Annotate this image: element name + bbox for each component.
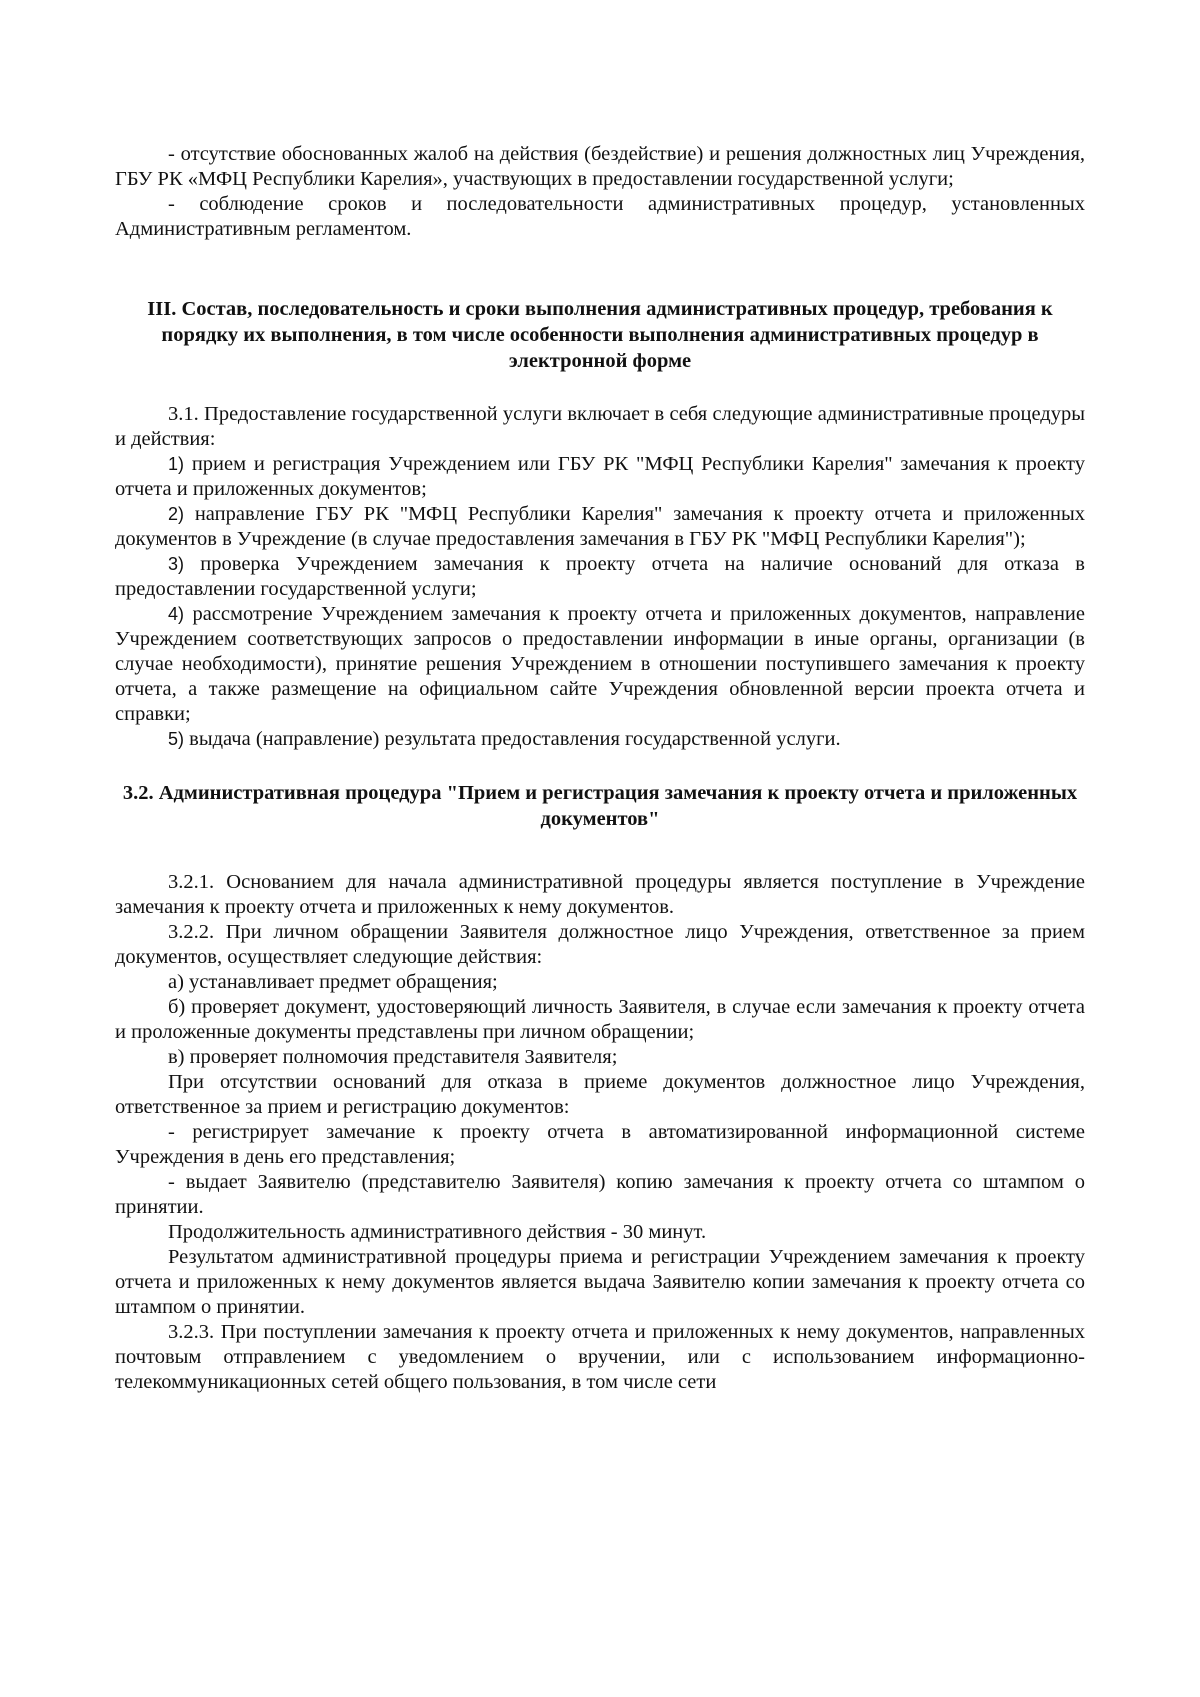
paragraph-result: Результатом административной процедуры приема и регистрации Учреждением замечания к проекту отчета и приложенных к нему документов является выдача Заявителю копии замечания к проекту отчета со штампом о принятии. [115, 1246, 1085, 1318]
list-item-3 [115, 552, 1085, 602]
document-page [115, 142, 1085, 1395]
list-item-text: рассмотрение Учреждением замечания к проекту отчета и приложенных документов, направление Учреждением соответствующих запросов о предоставлении информации в иные органы, организации (в случае необходимости), принятие решения Учреждением в отношении поступившего замечания к проекту отчета, а также размещение на официальном сайте Учреждения обновленной версии проекта отчета и справки; [115, 603, 1085, 725]
paragraph-registers: - регистрирует замечание к проекту отчета в автоматизированной информационной системе Учреждения в день его представления; [115, 1121, 1085, 1168]
list-item-number: 1) [168, 454, 185, 474]
list-item-text: направление ГБУ РК "МФЦ Республики Карелия" замечания к проекту отчета и приложенных документов в Учреждение (в случае предоставления замечания в ГБУ РК "МФЦ Республики Карелия"); [115, 503, 1085, 550]
list-item-number: 3) [168, 554, 185, 574]
list-item-text: выдача (направление) результата предоставления государственной услуги. [184, 728, 841, 750]
intro-paragraph-1: - отсутствие обоснованных жалоб на действия (бездействие) и решения должностных лиц Учреждения, ГБУ РК «МФЦ Республики Карелия», участвующих в предоставлении государственной услуги; [115, 143, 1085, 190]
paragraph-no-grounds: При отсутствии оснований для отказа в приеме документов должностное лицо Учреждения, ответственное за прием и регистрацию документов: [115, 1071, 1085, 1118]
paragraph-issues-copy: - выдает Заявителю (представителю Заявителя) копию замечания к проекту отчета со штампом о принятии. [115, 1171, 1085, 1218]
list-item-text: проверка Учреждением замечания к проекту отчета на наличие оснований для отказа в предоставлении государственной услуги; [115, 553, 1085, 600]
paragraph-3-2-2: 3.2.2. При личном обращении Заявителя должностное лицо Учреждения, ответственное за прием документов, осуществляет следующие действия: [115, 921, 1085, 968]
section-3-2-heading: 3.2. Административная процедура "Прием и регистрация замечания к проекту отчета и приложенных документов" [122, 782, 1078, 830]
paragraph-item-v: в) проверяет полномочия представителя Заявителя; [168, 1046, 618, 1068]
paragraph-3-2-1: 3.2.1. Основанием для начала административной процедуры является поступление в Учреждение замечания к проекту отчета и приложенных к нему документов. [115, 871, 1085, 918]
section-3-heading: III. Состав, последовательность и сроки выполнения административных процедур, требования к порядку их выполнения, в том числе особенности выполнения административных процедур в электронной форме [147, 298, 1053, 372]
list-item-2 [115, 502, 1085, 552]
paragraph-item-b: б) проверяет документ, удостоверяющий личность Заявителя, в случае если замечания к проекту отчета и проложенные документы представлены при личном обращении; [115, 996, 1085, 1043]
list-item-number: 2) [168, 504, 185, 524]
paragraph-3-2-3: 3.2.3. При поступлении замечания к проекту отчета и приложенных к нему документов, направленных почтовым отправлением с уведомлением о вручении, или с использованием информационно-телекоммуникационных сетей общего пользования, в том числе сети [115, 1321, 1085, 1393]
list-item-1 [115, 452, 1085, 502]
list-item-number: 4) [168, 604, 185, 624]
intro-paragraph-2: - соблюдение сроков и последовательности административных процедур, установленных Административным регламентом. [115, 193, 1085, 240]
list-item-number: 5) [168, 729, 185, 749]
list-item-text: прием и регистрация Учреждением или ГБУ РК "МФЦ Республики Карелия" замечания к проекту отчета и приложенных документов; [115, 453, 1085, 500]
paragraph-item-a: а) устанавливает предмет обращения; [168, 971, 498, 993]
list-item-4 [115, 602, 1085, 727]
paragraph-3-1: 3.1. Предоставление государственной услуги включает в себя следующие административные процедуры и действия: [115, 403, 1085, 450]
list-item-5 [115, 727, 1085, 752]
paragraph-duration: Продолжительность административного действия - 30 минут. [168, 1221, 707, 1243]
